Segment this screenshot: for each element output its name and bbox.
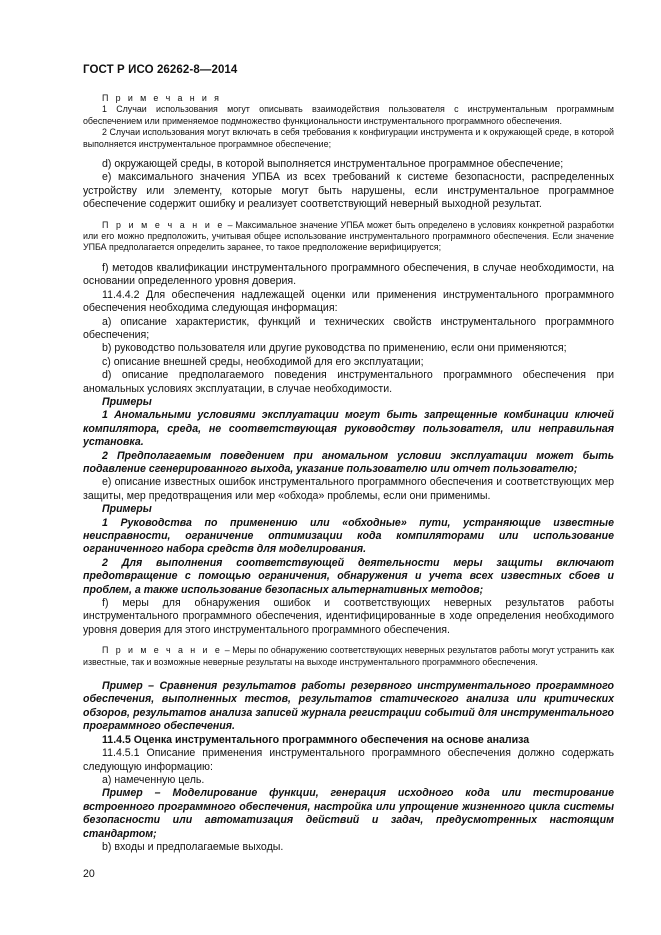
- examples-heading: Примеры: [102, 395, 152, 408]
- list-item-e: e) описание известных ошибок инструментального программного обеспечения и соответствующих мер защиты, мер предотвращения или мер «обхода» проблемы, если они применимы.: [83, 476, 614, 502]
- note-item: 2 Случаи использования могут включать в себя требования к конфигурации инструмента и к окружающей среде, в которой выполняется инструментальное программное обеспечение;: [83, 127, 614, 149]
- note-detect: [83, 645, 614, 668]
- note-text: – Максимальное значение УПБА может быть определено в условиях конкретной разработки или его можно предположить, учитывая общее использование инструментального программного обеспечения. Если значение УПБА предполагается определить заранее, то такое предположение верифицируется;: [83, 219, 614, 253]
- list-item-b: b) входы и предполагаемые выходы.: [102, 840, 284, 853]
- note-text: – Меры по обнаружению соответствующих неверных результатов работы могут устранить как известные, так и возможные неверные результаты на выходе инструментального программного обеспечения.: [83, 645, 614, 667]
- example-item: 2 Предполагаемым поведением при аномальном условии эксплуатации может быть подавление сгенерированного выхода, указание пользователю или отчет пользователю;: [83, 449, 614, 475]
- document-code-header: ГОСТ Р ИСО 26262-8—2014: [83, 64, 238, 76]
- clause-11-4-5-1: 11.4.5.1 Описание применения инструментального программного обеспечения должно содержать следующую информацию:: [83, 747, 614, 773]
- clause-11-4-4-2: 11.4.4.2 Для обеспечения надлежащей оценки или применения инструментального программного обеспечения необходима следующая информация:: [83, 288, 614, 315]
- note-upba: [83, 220, 614, 254]
- list-item-d: d) окружающей среды, в которой выполняется инструментальное программное обеспечение;: [102, 158, 564, 171]
- list-item: c) описание внешней среды, необходимой для его эксплуатации;: [102, 355, 424, 368]
- page-content: [83, 93, 614, 854]
- list-item-f: f) методов квалификации инструментального программного обеспечения, в случае необходимости, на основании определенного уровня доверия.: [83, 261, 614, 288]
- example-item: 1 Аномальными условиями эксплуатации могут быть запрещенные комбинации ключей компилятора, среда, не соответствующая руководству пользователя, или неправильная установка.: [83, 409, 614, 449]
- list-item: b) руководство пользователя или другие руководства по применению, если они применяются;: [102, 342, 567, 355]
- examples-heading: Примеры: [102, 503, 152, 516]
- page-number: 20: [83, 868, 95, 880]
- list-item-f: f) меры для обнаружения ошибок и соответствующих неверных результатов работы инструментального программного обеспечения, идентифицированные в ходе определения необходимого уровня доверия для этого инструментального программного обеспечения.: [83, 597, 614, 636]
- list-item: d) описание предполагаемого поведения инструментального программного обеспечения при аномальных условиях эксплуатации, в случае необходимости.: [83, 369, 614, 395]
- note-item: 1 Случаи использования могут описывать взаимодействия пользователя с инструментальным программным обеспечением или применяемое подмножество функциональности инструментального программного обеспечения.: [83, 104, 614, 126]
- example-compare: Пример – Сравнения результатов работы резервного инструментального программного обеспечения, выполненных тестов, результатов статического анализа или критических обзоров, результатов анализа записей журнала регистрации событий для инструментального программного обеспечения.: [83, 680, 614, 733]
- example-item: 2 Для выполнения соответствующей деятельности меры защиты включают предотвращение с помощью ограничения, обнаружения и учета всех известных сбоев и проблем, а также использование безопасных альтернативных методов;: [83, 556, 614, 596]
- section-11-4-5-title: 11.4.5 Оценка инструментального программного обеспечения на основе анализа: [102, 733, 530, 746]
- list-item: а) описание характеристик, функций и технических свойств инструментального программного обеспечения;: [83, 315, 614, 341]
- note-label: П р и м е ч а н и е: [102, 219, 225, 230]
- example-item: 1 Руководства по применению или «обходные» пути, устраняющие известные неисправности, ограничение оптимизации кода компиляторами или использование ограниченного набора средств для моделирования.: [83, 516, 614, 556]
- notes-label: П р и м е ч а н и я: [102, 93, 222, 103]
- list-item-e: e) максимального значения УПБА из всех требований к системе безопасности, распределенных устройству или элементу, которые могут быть нарушены, если инструментальное программное обеспечение содержит ошибку и реализует соответствующий неверный выходной результат.: [83, 171, 614, 211]
- list-item-a: а) намеченную цель.: [102, 773, 205, 786]
- example-purpose: Пример – Моделирование функции, генерация исходного кода или тестирование встроенного программного обеспечения, настройка или упрощение жизненного цикла системы безопасности или автоматизация действий и задач, предусмотренных настоящим стандартом;: [83, 787, 614, 840]
- note-label: П р и м е ч а н и е: [102, 645, 223, 656]
